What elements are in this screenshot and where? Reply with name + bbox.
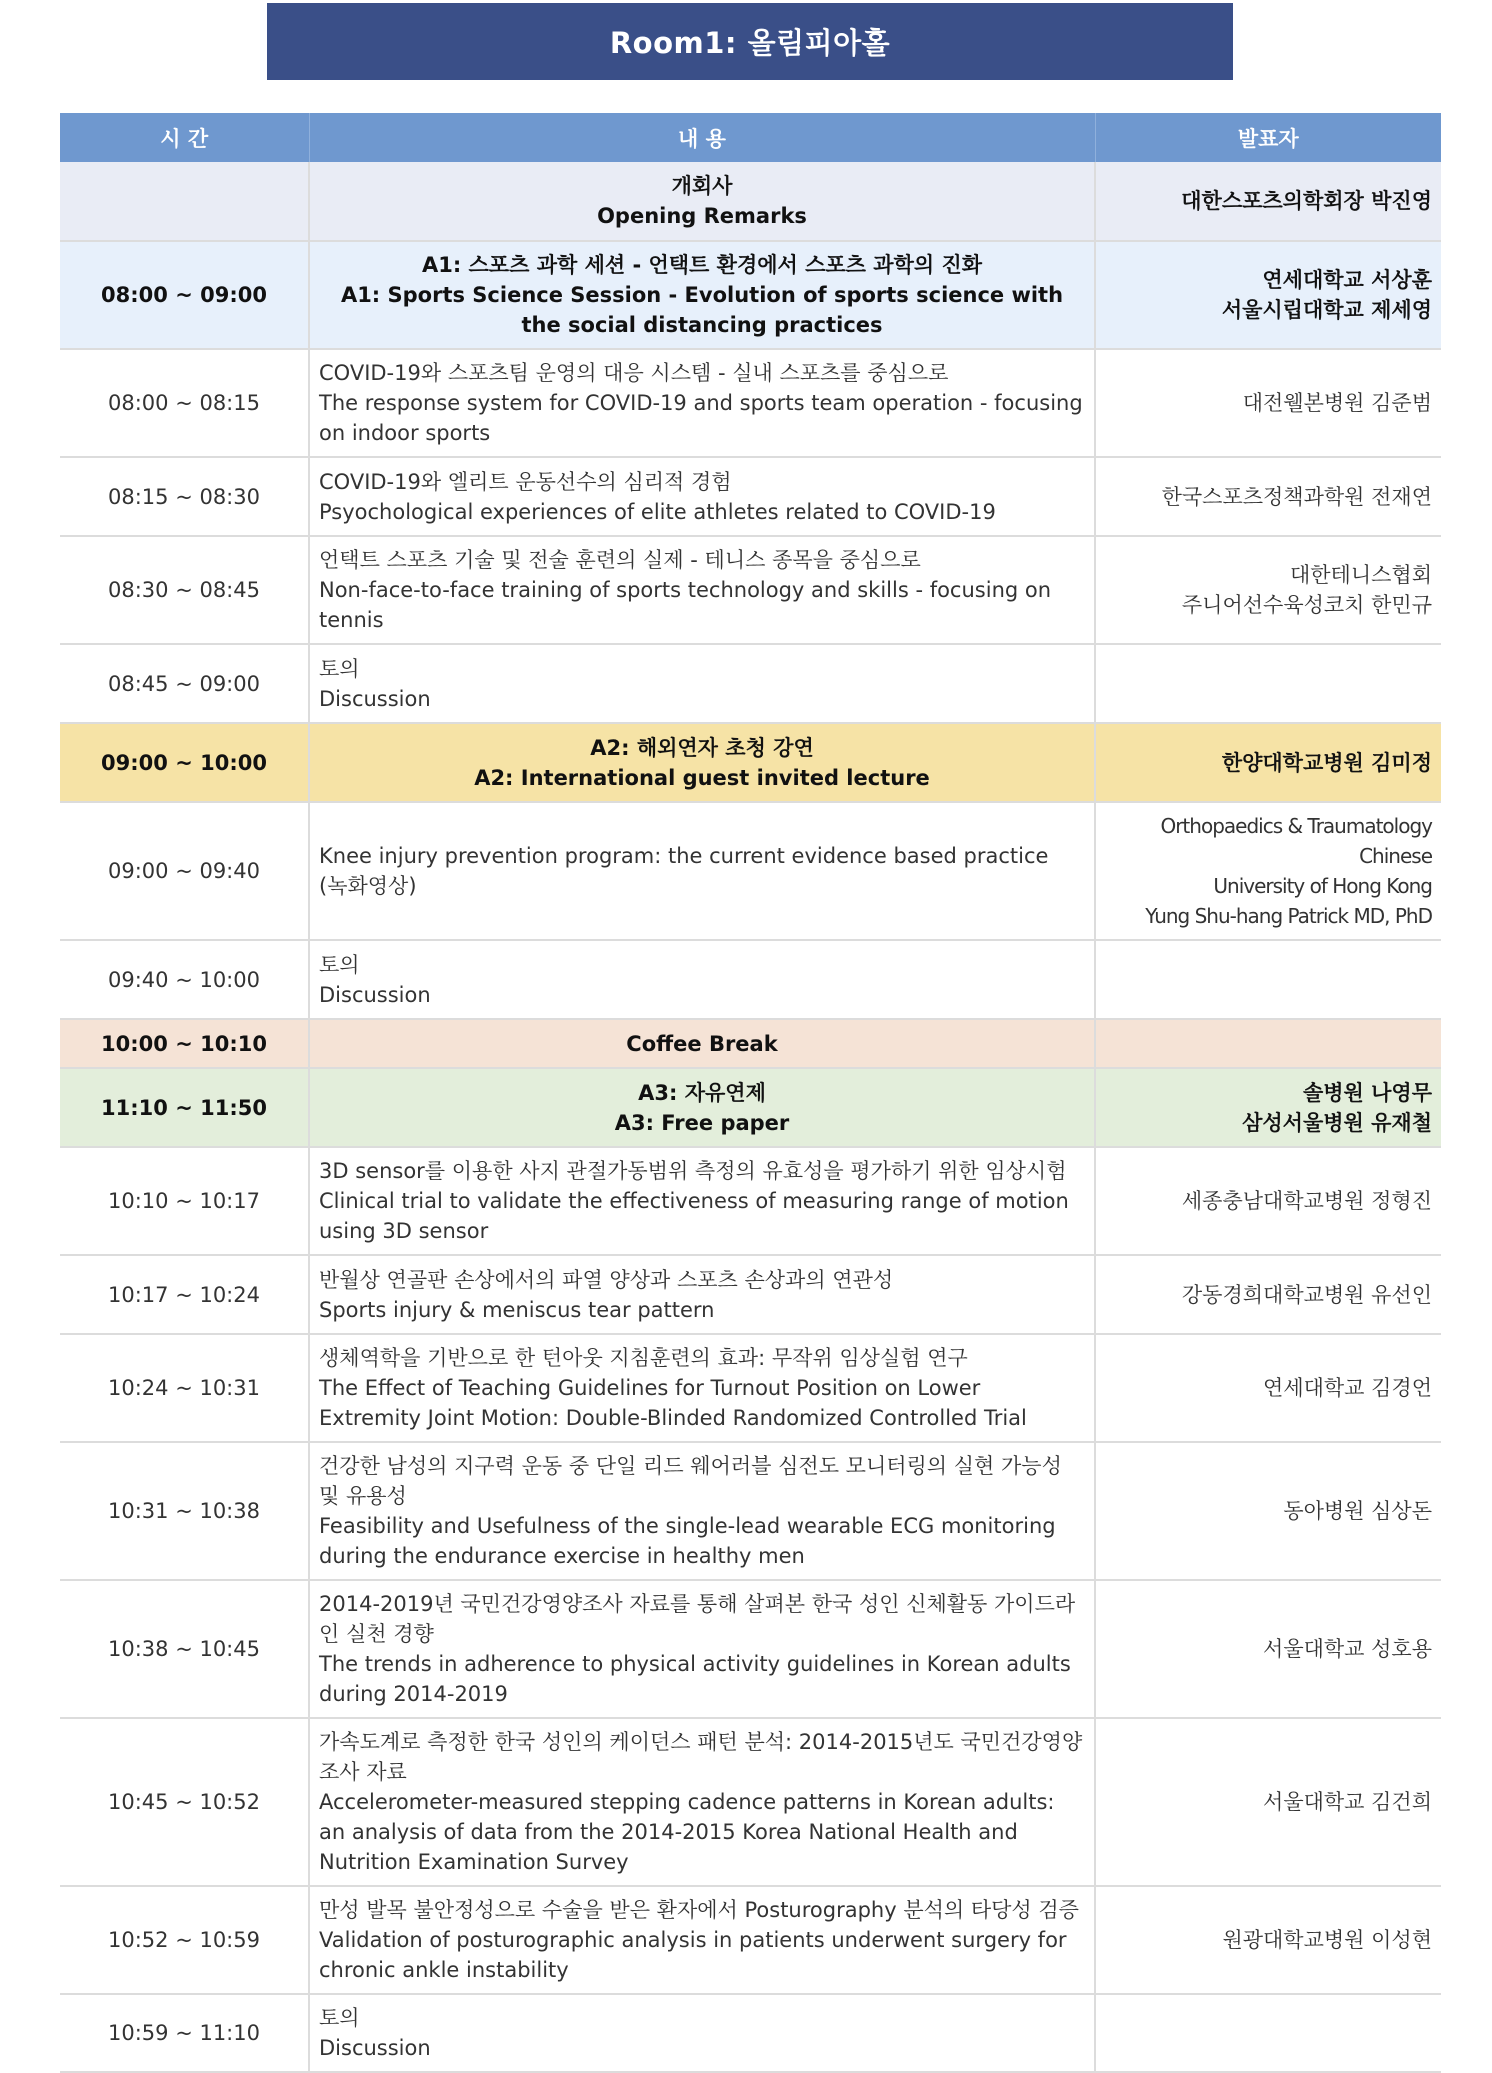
content-en: Sports injury & meniscus tear pattern bbox=[319, 1297, 715, 1322]
content-en: Validation of posturographic analysis in patients underwent surgery for chronic ankle instability bbox=[319, 1928, 1067, 1982]
content-ko: (녹화영상) bbox=[319, 874, 417, 898]
table-row bbox=[60, 162, 1441, 241]
content-cell bbox=[309, 349, 1095, 457]
content-ko: A3: 자유연제 bbox=[638, 1080, 766, 1105]
presenter-line: 대한스포츠의학회장 박진영 bbox=[1181, 189, 1432, 213]
presenter-line: 주니어선수육성코치 한민규 bbox=[1181, 593, 1432, 617]
content-en: The trends in adherence to physical activity guidelines in Korean adults during 2014-2019 bbox=[319, 1652, 1071, 1706]
time-cell: 10:52 ~ 10:59 bbox=[60, 1886, 309, 1994]
content-en: The response system for COVID-19 and sports team operation - focusing on indoor sports bbox=[319, 391, 1083, 445]
table-row bbox=[60, 1019, 1441, 1068]
content-en: A3: Free paper bbox=[614, 1110, 790, 1135]
content-ko: 언택트 스포츠 기술 및 전술 훈련의 실제 - 테니스 종목을 중심으로 bbox=[319, 548, 921, 572]
presenter-cell bbox=[1095, 241, 1441, 349]
presenter-cell bbox=[1095, 1886, 1441, 1994]
table-row bbox=[60, 241, 1441, 349]
presenter-line: 원광대학교병원 이성현 bbox=[1222, 1928, 1432, 1952]
content-ko: 토의 bbox=[319, 656, 360, 681]
presenter-line: 대한테니스협회 bbox=[1289, 563, 1432, 587]
presenter-line: 솔병원 나영무 bbox=[1302, 1080, 1432, 1105]
content-ko: 가속도계로 측정한 한국 성인의 케이던스 패턴 분석: 2014-2015년도 국민건강영양조사 자료 bbox=[319, 1730, 1083, 1784]
table-row bbox=[60, 940, 1441, 1019]
table-row bbox=[60, 457, 1441, 536]
content-cell bbox=[309, 162, 1095, 241]
time-cell: 08:00 ~ 09:00 bbox=[60, 241, 309, 349]
time-cell: 11:10 ~ 11:50 bbox=[60, 1068, 309, 1147]
presenter-line: University of Hong Kong bbox=[1213, 874, 1432, 898]
time-cell: 09:00 ~ 10:00 bbox=[60, 723, 309, 802]
content-cell bbox=[309, 723, 1095, 802]
content-ko: 토의 bbox=[319, 952, 360, 977]
content-cell bbox=[309, 802, 1095, 940]
content-cell bbox=[309, 1147, 1095, 1255]
time-cell: 10:59 ~ 11:10 bbox=[60, 1994, 309, 2072]
presenter-line: 세종충남대학교병원 정형진 bbox=[1181, 1189, 1432, 1213]
presenter-cell bbox=[1095, 1068, 1441, 1147]
content-en: A2: International guest invited lecture bbox=[474, 765, 930, 790]
presenter-line: Orthopaedics & Traumatology Chinese bbox=[1160, 814, 1432, 868]
content-en: Discussion bbox=[319, 982, 431, 1007]
content-cell bbox=[309, 241, 1095, 349]
content-ko: 개회사 bbox=[671, 174, 733, 198]
presenter-cell bbox=[1095, 1442, 1441, 1580]
table-row bbox=[60, 1886, 1441, 1994]
table-row bbox=[60, 1068, 1441, 1147]
content-en: Knee injury prevention program: the current evidence based practice bbox=[319, 844, 1049, 868]
table-row bbox=[60, 1580, 1441, 1718]
time-cell: 10:38 ~ 10:45 bbox=[60, 1580, 309, 1718]
content-cell bbox=[309, 1580, 1095, 1718]
content-cell bbox=[309, 1994, 1095, 2072]
content-cell bbox=[309, 644, 1095, 723]
time-cell: 10:17 ~ 10:24 bbox=[60, 1255, 309, 1334]
room-title: Room1: 올림피아홀 bbox=[267, 3, 1233, 80]
content-ko: 2014-2019년 국민건강영양조사 자료를 통해 살펴본 한국 성인 신체활동 가이드라인 실천 경향 bbox=[319, 1592, 1076, 1646]
content-en: A1: Sports Science Session - Evolution of sports science with the social distancing practices bbox=[340, 283, 1064, 337]
content-cell bbox=[309, 457, 1095, 536]
content-en: Coffee Break bbox=[626, 1031, 778, 1056]
table-row bbox=[60, 802, 1441, 940]
table-row bbox=[60, 536, 1441, 644]
content-ko: 3D sensor를 이용한 사지 관절가동범위 측정의 유효성을 평가하기 위한 임상시험 bbox=[319, 1159, 1067, 1183]
presenter-cell bbox=[1095, 940, 1441, 1019]
presenter-cell bbox=[1095, 644, 1441, 723]
table-row bbox=[60, 349, 1441, 457]
content-en: Feasibility and Usefulness of the single-lead wearable ECG monitoring during the endurance exercise in healthy men bbox=[319, 1514, 1056, 1568]
presenter-line: Yung Shu-hang Patrick MD, PhD bbox=[1145, 904, 1432, 928]
header-presenter: 발표자 bbox=[1095, 113, 1441, 162]
time-cell: 08:45 ~ 09:00 bbox=[60, 644, 309, 723]
time-cell bbox=[60, 162, 309, 241]
schedule-table bbox=[60, 113, 1441, 2073]
presenter-line: 서울대학교 김건희 bbox=[1263, 1790, 1432, 1814]
table-row bbox=[60, 1147, 1441, 1255]
time-cell: 09:00 ~ 09:40 bbox=[60, 802, 309, 940]
presenter-cell bbox=[1095, 349, 1441, 457]
content-ko: 건강한 남성의 지구력 운동 중 단일 리드 웨어러블 심전도 모니터링의 실현 가능성 및 유용성 bbox=[319, 1454, 1062, 1508]
content-ko: A2: 해외연자 초청 강연 bbox=[590, 735, 814, 760]
table-header-row bbox=[60, 113, 1441, 162]
content-en: Non-face-to-face training of sports technology and skills - focusing on tennis bbox=[319, 578, 1052, 632]
presenter-cell bbox=[1095, 1147, 1441, 1255]
table-row bbox=[60, 644, 1441, 723]
presenter-cell bbox=[1095, 1334, 1441, 1442]
time-cell: 08:15 ~ 08:30 bbox=[60, 457, 309, 536]
content-cell bbox=[309, 536, 1095, 644]
content-ko: 생체역학을 기반으로 한 턴아웃 지침훈련의 효과: 무작위 임상실험 연구 bbox=[319, 1346, 968, 1370]
content-cell bbox=[309, 1255, 1095, 1334]
content-en: Accelerometer-measured stepping cadence patterns in Korean adults: an analysis of data from the 2014-2015 Korea National Health and Nutrition Examination Survey bbox=[319, 1790, 1055, 1874]
presenter-cell bbox=[1095, 162, 1441, 241]
content-en: The Effect of Teaching Guidelines for Turnout Position on Lower Extremity Joint Motion: Double-Blinded Randomized Controlled Trial bbox=[319, 1376, 1027, 1430]
header-content: 내 용 bbox=[309, 113, 1095, 162]
presenter-cell bbox=[1095, 802, 1441, 940]
time-cell: 10:45 ~ 10:52 bbox=[60, 1718, 309, 1886]
presenter-line: 대전웰본병원 김준범 bbox=[1242, 391, 1432, 415]
presenter-line: 동아병원 심상돈 bbox=[1283, 1499, 1432, 1523]
content-en: Discussion bbox=[319, 2036, 431, 2060]
content-en: Opening Remarks bbox=[597, 204, 807, 228]
content-cell bbox=[309, 1442, 1095, 1580]
table-row bbox=[60, 1334, 1441, 1442]
presenter-cell bbox=[1095, 1255, 1441, 1334]
content-en: Psyochological experiences of elite athletes related to COVID-19 bbox=[319, 499, 996, 524]
presenter-cell bbox=[1095, 723, 1441, 802]
presenter-cell bbox=[1095, 457, 1441, 536]
table-row bbox=[60, 1718, 1441, 1886]
presenter-cell bbox=[1095, 1019, 1441, 1068]
content-cell bbox=[309, 1886, 1095, 1994]
content-en: Clinical trial to validate the effectiveness of measuring range of motion using 3D sensor bbox=[319, 1189, 1069, 1243]
presenter-cell bbox=[1095, 1994, 1441, 2072]
time-cell: 10:24 ~ 10:31 bbox=[60, 1334, 309, 1442]
time-cell: 08:00 ~ 08:15 bbox=[60, 349, 309, 457]
content-cell bbox=[309, 1334, 1095, 1442]
content-en: Discussion bbox=[319, 686, 431, 711]
table-row bbox=[60, 1442, 1441, 1580]
presenter-line: 연세대학교 서상훈 bbox=[1262, 268, 1432, 292]
presenter-line: 서울대학교 성호용 bbox=[1263, 1637, 1432, 1661]
presenter-line: 한국스포츠정책과학원 전재연 bbox=[1161, 484, 1432, 509]
content-ko: 토의 bbox=[319, 2006, 360, 2030]
content-cell bbox=[309, 1019, 1095, 1068]
content-cell bbox=[309, 1718, 1095, 1886]
content-cell bbox=[309, 1068, 1095, 1147]
content-ko: COVID-19와 엘리트 운동선수의 심리적 경험 bbox=[319, 469, 732, 494]
content-cell bbox=[309, 940, 1095, 1019]
presenter-line: 강동경희대학교병원 유선인 bbox=[1181, 1282, 1432, 1307]
time-cell: 10:00 ~ 10:10 bbox=[60, 1019, 309, 1068]
presenter-line: 연세대학교 김경언 bbox=[1263, 1376, 1432, 1400]
content-ko: COVID-19와 스포츠팀 운영의 대응 시스템 - 실내 스포츠를 중심으로 bbox=[319, 361, 949, 385]
presenter-cell bbox=[1095, 1580, 1441, 1718]
presenter-cell bbox=[1095, 536, 1441, 644]
table-row bbox=[60, 1994, 1441, 2072]
content-ko: A1: 스포츠 과학 세션 - 언택트 환경에서 스포츠 과학의 진화 bbox=[421, 253, 983, 277]
table-row bbox=[60, 1255, 1441, 1334]
time-cell: 10:10 ~ 10:17 bbox=[60, 1147, 309, 1255]
presenter-cell bbox=[1095, 1718, 1441, 1886]
content-ko: 반월상 연골판 손상에서의 파열 양상과 스포츠 손상과의 연관성 bbox=[319, 1267, 894, 1292]
presenter-line: 삼성서울병원 유재철 bbox=[1242, 1110, 1432, 1135]
header-time: 시 간 bbox=[60, 113, 309, 162]
table-row bbox=[60, 723, 1441, 802]
time-cell: 08:30 ~ 08:45 bbox=[60, 536, 309, 644]
presenter-line: 서울시립대학교 제세영 bbox=[1221, 298, 1432, 322]
time-cell: 09:40 ~ 10:00 bbox=[60, 940, 309, 1019]
content-ko: 만성 발목 불안정성으로 수술을 받은 환자에서 Posturography 분석의 타당성 검증 bbox=[319, 1898, 1079, 1922]
time-cell: 10:31 ~ 10:38 bbox=[60, 1442, 309, 1580]
presenter-line: 한양대학교병원 김미정 bbox=[1221, 750, 1432, 775]
